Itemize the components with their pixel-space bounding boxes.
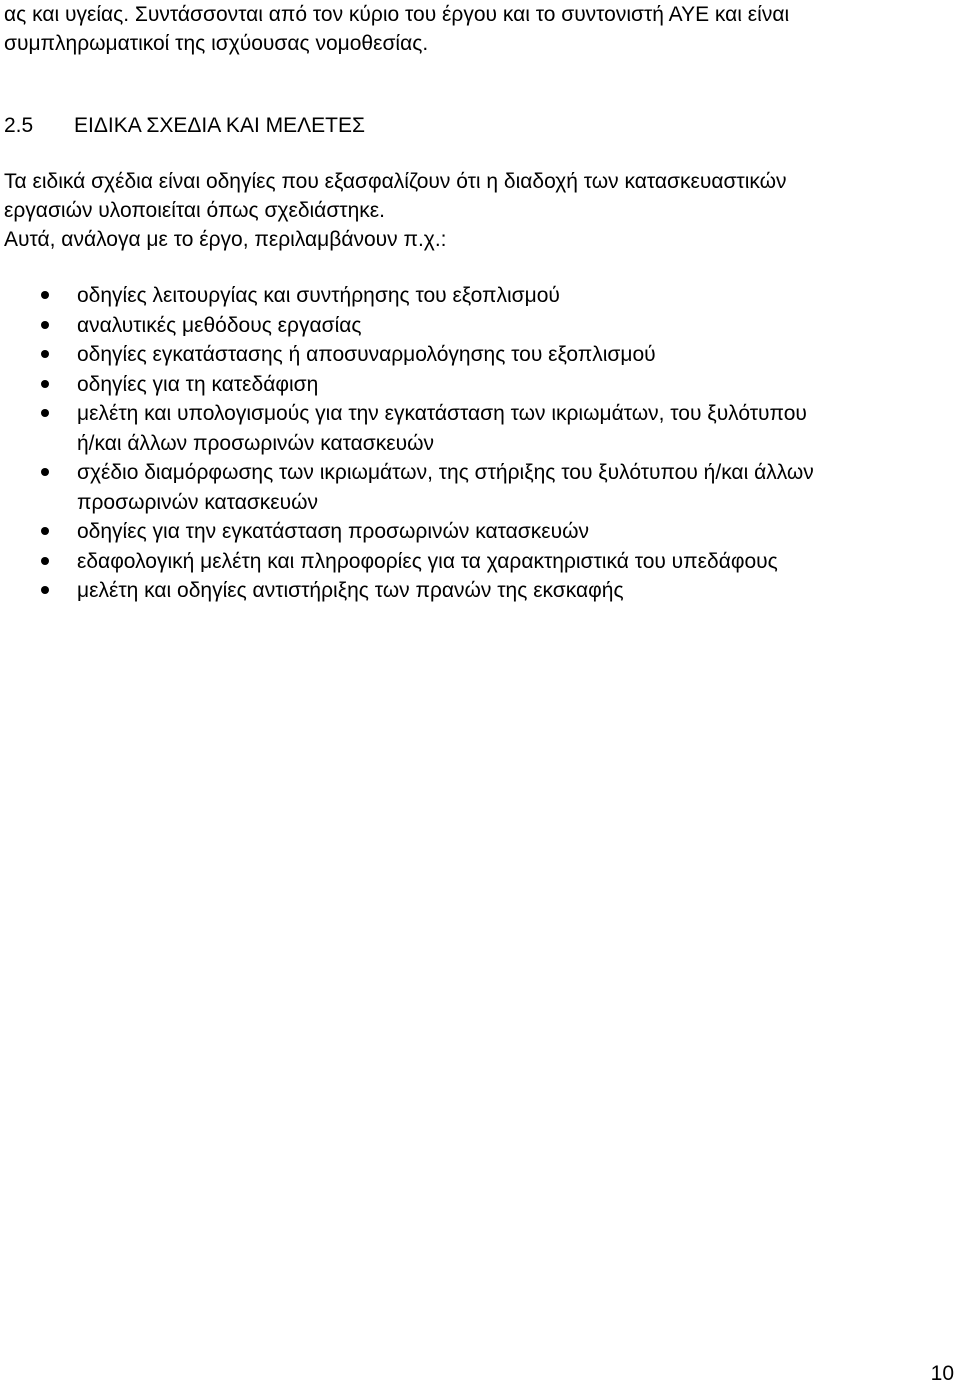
intro-line: συμπληρωματικοί της ισχύουσας νομοθεσίας. [4, 32, 429, 55]
list-item [0, 517, 960, 547]
list-item-text [77, 576, 960, 606]
list-item [0, 370, 960, 400]
list-item [0, 458, 960, 517]
paragraph-line: εργασιών υλοποιείται όπως σχεδιάστηκε. [4, 199, 385, 222]
section-number: 2.5 [4, 114, 34, 137]
list-item [0, 311, 960, 341]
paragraph-line: Αυτά, ανάλογα με το έργο, περιλαμβάνουν π.χ.: [4, 228, 447, 251]
paragraph-line: Τα ειδικά σχέδια είναι οδηγίες που εξασφαλίζουν ότι η διαδοχή των κατασκευαστικών [4, 170, 787, 193]
list-item-line: αναλυτικές μεθόδους εργασίας [77, 313, 362, 337]
intro-line: ας και υγείας. Συντάσσονται από τον κύριο του έργου και το συντονιστή ΑΥΕ και είναι [4, 3, 790, 26]
list-item-line: οδηγίες εγκατάστασης ή αποσυναρμολόγησης του εξοπλισμού [77, 343, 656, 366]
intro-paragraph [4, 0, 954, 58]
bullet-icon [41, 350, 49, 358]
list-item-line: οδηγίες για τη κατεδάφιση [77, 372, 319, 396]
bullet-icon [41, 527, 49, 535]
list-item-text [77, 517, 960, 547]
list-item-line: οδηγίες λειτουργίας και συντήρησης του εξοπλισμού [77, 284, 560, 307]
list-item [0, 340, 960, 370]
section-title: ΕΙΔΙΚΑ ΣΧΕΔΙΑ ΚΑΙ ΜΕΛΕΤΕΣ [74, 114, 365, 137]
bullet-icon [41, 291, 49, 299]
list-item-text [77, 311, 960, 341]
bullet-icon [41, 557, 49, 565]
list-item-line: προσωρινών κατασκευών [77, 490, 319, 514]
page-number: 10 [930, 1362, 954, 1385]
bullet-icon [41, 380, 49, 388]
section-heading [4, 111, 365, 140]
list-item-text [77, 458, 960, 517]
bullet-icon [41, 321, 49, 329]
list-item-text [77, 340, 960, 370]
list-item-text [77, 281, 960, 311]
list-item-text [77, 399, 960, 458]
list-item-text [77, 370, 960, 400]
list-item-line: μελέτη και υπολογισμούς για την εγκατάσταση των ικριωμάτων, του ξυλότυπου [77, 402, 807, 425]
list-item-line: εδαφολογική μελέτη και πληροφορίες για τα χαρακτηριστικά του υπεδάφους [77, 549, 778, 573]
bullet-icon [41, 586, 49, 594]
list-item-line: οδηγίες για την εγκατάσταση προσωρινών κατασκευών [77, 520, 589, 543]
bullet-list [0, 281, 960, 606]
body-paragraph [4, 167, 954, 254]
list-item [0, 281, 960, 311]
list-item [0, 547, 960, 577]
list-item-line: μελέτη και οδηγίες αντιστήριξης των πρανών της εκσκαφής [77, 579, 624, 602]
list-item [0, 399, 960, 458]
list-item [0, 576, 960, 606]
list-item-line: ή/και άλλων προσωρινών κατασκευών [77, 431, 434, 455]
bullet-icon [41, 468, 49, 476]
bullet-icon [41, 409, 49, 417]
list-item-line: σχέδιο διαμόρφωσης των ικριωμάτων, της στήριξης του ξυλότυπου ή/και άλλων [77, 461, 814, 484]
list-item-text [77, 547, 960, 577]
